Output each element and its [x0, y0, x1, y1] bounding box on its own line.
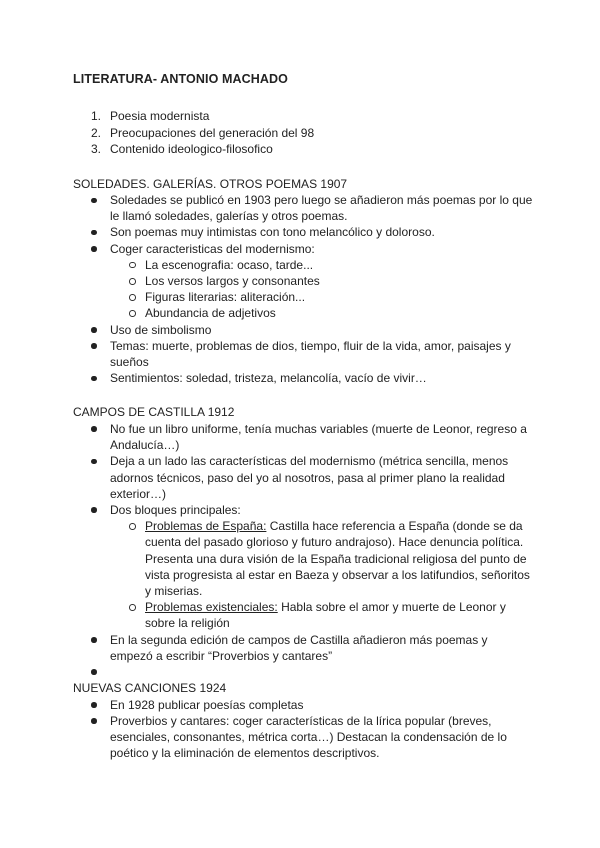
index-number: 3. — [91, 142, 102, 156]
sub-bullet-text: La escenografia: ocaso, tarde... — [145, 257, 314, 272]
bullet-item — [73, 713, 533, 762]
bullet-text: Uso de simbolismo — [110, 322, 212, 337]
bullet-text: Coger caracteristicas del modernismo: — [110, 241, 315, 256]
section-heading-campos: CAMPOS DE CASTILLA 1912 — [73, 405, 235, 420]
sub-bullet-item — [73, 257, 533, 273]
bullet-text: No fue un libro uniforme, tenía muchas variables (muerte de Leonor, regreso a Andalucía…) — [110, 421, 527, 453]
bullet-icon — [91, 198, 97, 204]
section-heading-nuevas-canciones: NUEVAS CANCIONES 1924 — [73, 681, 227, 696]
index-number: 1. — [91, 109, 102, 123]
sub-bullet-text: Los versos largos y consonantes — [145, 274, 320, 289]
document-title: LITERATURA- ANTONIO MACHADO — [73, 72, 288, 86]
bullet-item — [73, 632, 533, 664]
bullet-text: Dos bloques principales: — [110, 502, 241, 517]
sub-bullet-text: Figuras literarias: aliteración... — [145, 290, 306, 305]
index-item — [73, 141, 533, 158]
bullet-text: En 1928 publicar poesías completas — [110, 697, 304, 712]
hollow-bullet-icon — [129, 604, 136, 611]
hollow-bullet-icon — [129, 262, 136, 269]
document-page — [73, 72, 533, 761]
bullet-item — [73, 502, 533, 518]
bullet-item — [73, 241, 533, 257]
index-text: Poesia modernista — [110, 109, 210, 123]
hollow-bullet-icon — [129, 278, 136, 285]
bullet-icon — [91, 459, 97, 465]
bullet-icon — [91, 702, 97, 708]
bullet-icon — [91, 507, 97, 513]
sub-bullet-text: Castilla hace referencia a España (donde se da cuenta del pasado glorioso y futuro andrajoso). Hace denuncia política. Presenta una dura visión de la España tradicional religiosa del punto de vista progresista al estar en Baeza y observar a los latifundios, señoritos y miserias. — [145, 519, 530, 598]
empty-bullet-item — [73, 664, 533, 680]
index-text: Preocupaciones del generación del 98 — [110, 125, 315, 140]
bullet-text: Son poemas muy intimistas con tono melancólico y doloroso. — [110, 225, 435, 240]
bullet-text: Soledades se publicó en 1903 pero luego se añadieron más poemas por lo que le llamó soledades, galerías y otros poemas. — [110, 193, 533, 224]
bullet-item — [73, 697, 533, 713]
bullet-text: En la segunda edición de campos de Castilla añadieron más poemas y empezó a escribir “Proverbios y cantares” — [110, 632, 488, 663]
sub-bullet-item — [73, 518, 533, 599]
bullet-text: Proverbios y cantares: coger características de la lírica popular (breves, esenciales, consonantes, métrica corta…) Destacan la condensación de lo poético y la eliminación de elementos descriptivos. — [110, 713, 507, 761]
index-item — [73, 108, 533, 125]
bullet-item — [73, 370, 533, 386]
sub-bullet-item — [73, 599, 533, 631]
bullet-item — [73, 338, 533, 370]
index-number: 2. — [91, 125, 102, 140]
index-text: Contenido ideologico-filosofico — [110, 142, 273, 156]
bullet-icon — [91, 230, 97, 236]
bullet-item — [73, 453, 533, 502]
bullet-item — [73, 224, 533, 240]
sub-bullet-item — [73, 273, 533, 289]
section-heading-soledades: SOLEDADES. GALERÍAS. OTROS POEMAS 1907 — [73, 176, 348, 191]
bullet-text: Deja a un lado las características del modernismo (métrica sencilla, menos adornos técnicos, paso del yo al nosotros, pasa al primer plano la realidad exterior…) — [110, 454, 509, 501]
bullet-icon — [91, 669, 97, 675]
bullet-item — [73, 322, 533, 338]
hollow-bullet-icon — [129, 310, 136, 317]
bullet-icon — [91, 426, 97, 432]
bullet-icon — [91, 637, 97, 643]
sub-bullet-label: Problemas de España: — [145, 519, 267, 534]
hollow-bullet-icon — [129, 523, 136, 530]
bullet-icon — [91, 246, 97, 252]
bullet-item — [73, 421, 533, 453]
sub-bullet-text: Habla sobre el amor y muerte de Leonor y sobre la religión — [145, 600, 506, 631]
bullet-icon — [91, 718, 97, 724]
bullet-text: Sentimientos: soledad, tristeza, melancolía, vacío de vivir… — [110, 371, 427, 386]
bullet-item — [73, 192, 533, 224]
index-item — [73, 125, 533, 142]
bullet-icon — [91, 327, 97, 333]
sub-bullet-item — [73, 289, 533, 305]
bullet-text: Temas: muerte, problemas de dios, tiempo, fluir de la vida, amor, paisajes y sueños — [110, 338, 511, 370]
sub-bullet-item — [73, 305, 533, 321]
bullet-icon — [91, 376, 97, 382]
bullet-icon — [91, 343, 97, 349]
sub-bullet-text: Abundancia de adjetivos — [145, 306, 276, 321]
index-list — [73, 108, 533, 158]
hollow-bullet-icon — [129, 294, 136, 301]
sub-bullet-label: Problemas existenciales: — [145, 600, 278, 615]
